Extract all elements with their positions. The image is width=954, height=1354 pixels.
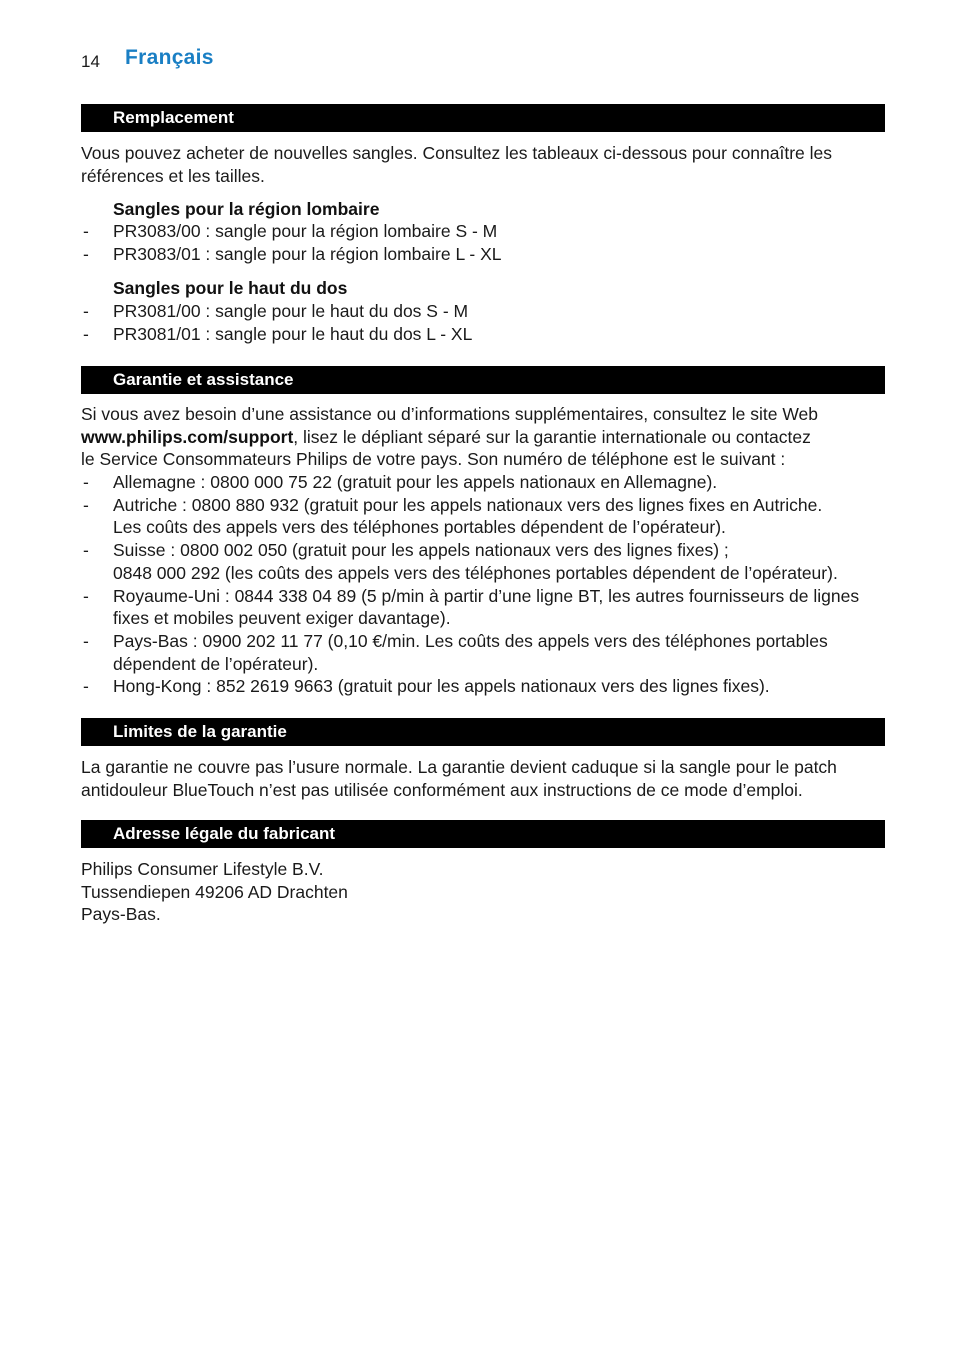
- upper-back-list: [81, 300, 887, 345]
- page-number: 14: [81, 52, 100, 71]
- list-item: - Autriche : 0800 880 932 (gratuit pour les appels nationaux vers des lignes fixes en Autriche. Les coûts des appels vers des téléphones portables dépendent de l’opérateur).: [83, 494, 823, 538]
- limits-text: [81, 756, 887, 801]
- country-phone-list: [81, 471, 887, 698]
- dash-bullet: -: [83, 630, 89, 651]
- address-line: Tussendiepen 49206 AD Drachten: [81, 881, 348, 902]
- dash-bullet: -: [83, 472, 89, 492]
- upper-back-heading: Sangles pour le haut du dos: [113, 278, 348, 298]
- text-line: www.philips.com/support, lisez le dépliant séparé sur la garantie internationale ou contactez: [81, 426, 811, 447]
- replacement-intro: [81, 142, 887, 187]
- list-item: - PR3081/00 : sangle pour le haut du dos S - M: [83, 301, 469, 321]
- dash-bullet: -: [83, 585, 89, 606]
- text-line: Si vous avez besoin d’une assistance ou d’informations supplémentaires, consultez le site Web: [81, 404, 819, 424]
- section-heading-replacement: Remplacement: [81, 104, 885, 132]
- list-item: - Hong-Kong : 852 2619 9663 (gratuit pour les appels nationaux vers des lignes fixes).: [83, 676, 770, 697]
- lumbar-heading: Sangles pour la région lombaire: [113, 199, 380, 219]
- dash-bullet: -: [83, 221, 89, 241]
- list-item: - PR3083/01 : sangle pour la région lombaire L - XL: [83, 243, 502, 264]
- language-title: Français: [125, 46, 214, 69]
- text-line: antidouleur BlueTouch n’est pas utilisée conformément aux instructions de ce mode d’emploi.: [81, 779, 803, 800]
- manufacturer-address: [81, 858, 887, 926]
- warranty-intro: [81, 403, 887, 471]
- text-line: Vous pouvez acheter de nouvelles sangles. Consultez les tableaux ci-dessous pour connaître les: [81, 143, 833, 163]
- dash-bullet: -: [83, 323, 89, 344]
- lumbar-list: [81, 220, 887, 265]
- address-line: Pays-Bas.: [81, 904, 161, 925]
- support-link[interactable]: www.philips.com/support: [81, 426, 294, 447]
- text-line: le Service Consommateurs Philips de votre pays. Son numéro de téléphone est le suivant :: [81, 449, 786, 470]
- list-item: - Pays-Bas : 0900 202 11 77 (0,10 €/min. Les coûts des appels vers des téléphones portables dépendent de l’opérateur).: [83, 630, 828, 674]
- list-item: - Allemagne : 0800 000 75 22 (gratuit pour les appels nationaux en Allemagne).: [83, 472, 718, 492]
- dash-bullet: -: [83, 676, 89, 697]
- text-line: La garantie ne couvre pas l’usure normale. La garantie devient caduque si la sangle pour le patch: [81, 757, 837, 777]
- dash-bullet: -: [83, 540, 89, 561]
- section-heading-warranty: Garantie et assistance: [81, 366, 885, 394]
- text-line: références et les tailles.: [81, 165, 265, 186]
- dash-bullet: -: [83, 301, 89, 321]
- list-item: - Suisse : 0800 002 050 (gratuit pour les appels nationaux vers des lignes fixes) ; 0848 000 292 (les coûts des appels vers des téléphones portables dépendent de l’opérateur).: [83, 540, 838, 583]
- list-item: - PR3081/01 : sangle pour le haut du dos L - XL: [83, 323, 473, 344]
- section-heading-manufacturer: Adresse légale du fabricant: [81, 820, 885, 848]
- dash-bullet: -: [83, 243, 89, 264]
- dash-bullet: -: [83, 494, 89, 515]
- list-item: - Royaume-Uni : 0844 338 04 89 (5 p/min à partir d’une ligne BT, les autres fournisseurs de lignes fixes et mobiles peuvent exiger davantage).: [83, 585, 860, 629]
- address-line: Philips Consumer Lifestyle B.V.: [81, 859, 324, 879]
- list-item: - PR3083/00 : sangle pour la région lombaire S - M: [83, 221, 498, 241]
- section-heading-limits: Limites de la garantie: [81, 718, 885, 746]
